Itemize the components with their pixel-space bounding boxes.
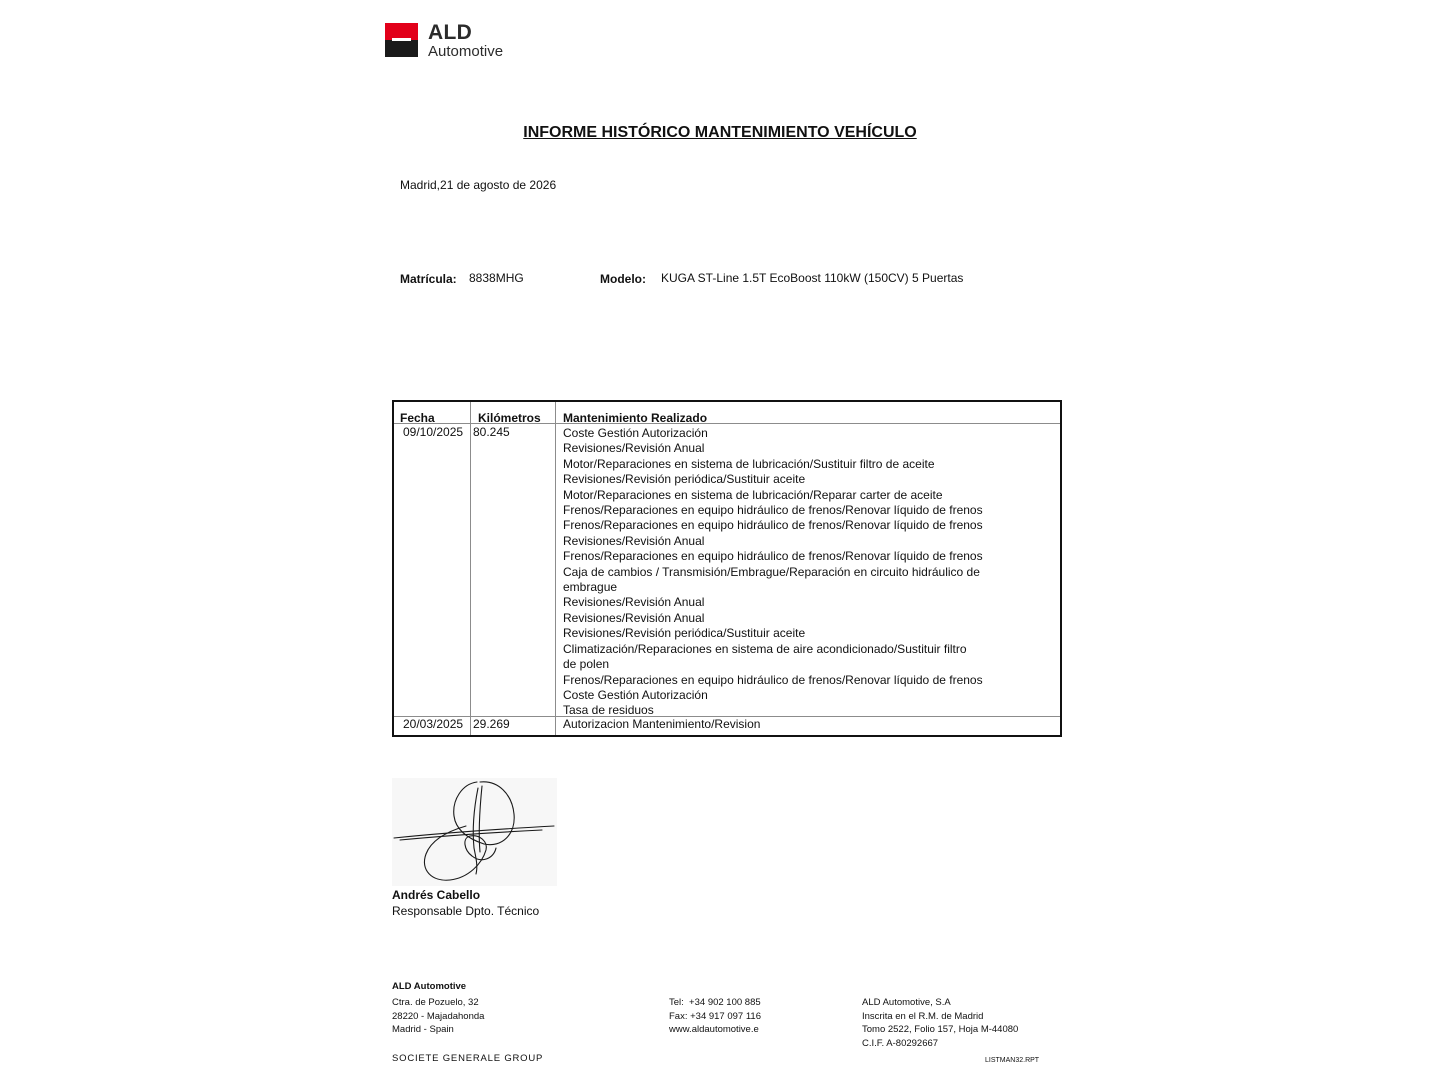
list-item: Motor/Reparaciones en sistema de lubricación/Reparar carter de aceite — [563, 487, 943, 502]
footer-fax: Fax: +34 917 097 116 — [669, 1010, 761, 1022]
list-item: Frenos/Reparaciones en equipo hidráulico de frenos/Renovar líquido de frenos — [563, 549, 983, 564]
footer-address-line: Ctra. de Pozuelo, 32 — [392, 997, 479, 1008]
list-item: Revisiones/Revisión Anual — [563, 533, 705, 548]
list-item: Revisiones/Revisión Anual — [563, 595, 705, 610]
list-item: Frenos/Reparaciones en equipo hidráulico de frenos/Renovar líquido de frenos — [563, 503, 983, 518]
footer-phone: Tel: +34 902 100 885 — [669, 997, 761, 1008]
footer-legal-line: C.I.F. A-80292667 — [862, 1038, 939, 1050]
list-item: Frenos/Reparaciones en equipo hidráulico de frenos/Renovar líquido de frenos — [563, 518, 983, 533]
row-date: 09/10/2025 — [403, 425, 464, 439]
list-item: Revisiones/Revisión Anual — [563, 441, 705, 456]
list-item: Caja de cambios / Transmisión/Embrague/Reparación en circuito hidráulico de embrague — [563, 564, 980, 595]
footer-legal-line: Inscrita en el R.M. de Madrid — [862, 1010, 984, 1022]
list-item: Coste Gestión Autorización — [563, 426, 708, 440]
list-item: Revisiones/Revisión periódica/Sustituir aceite — [563, 626, 806, 641]
list-item: Motor/Reparaciones en sistema de lubricación/Sustituir filtro de aceite — [563, 456, 935, 471]
report-title: INFORME HISTÓRICO MANTENIMIENTO VEHÍCULO — [523, 124, 917, 141]
maintenance-table — [392, 400, 1062, 737]
model-label: Modelo: — [600, 272, 646, 286]
footer-legal — [862, 996, 1018, 1051]
column-header-maintenance: Mantenimiento Realizado — [563, 411, 708, 425]
maintenance-list — [563, 426, 983, 719]
row-km: 80.245 — [473, 425, 510, 439]
logo-text-primary: ALD — [428, 21, 473, 44]
list-item: Revisiones/Revisión Anual — [563, 610, 705, 625]
signer-name: Andrés Cabello — [392, 888, 481, 902]
list-item: Autorizacion Mantenimiento/Revision — [563, 717, 761, 731]
footer-company-name: ALD Automotive — [392, 981, 467, 992]
footer-legal-line: ALD Automotive, S.A — [862, 997, 951, 1008]
logo-text-secondary: Automotive — [428, 43, 504, 60]
list-item: Coste Gestión Autorización — [563, 687, 708, 702]
footer-website: www.aldautomotive.e — [669, 1024, 759, 1036]
footer-doc-code: LISTMAN32.RPT — [985, 1057, 1040, 1064]
plate-label: Matrícula: — [400, 272, 457, 286]
signer-role: Responsable Dpto. Técnico — [392, 904, 540, 918]
footer-group-name: SOCIETE GENERALE GROUP — [392, 1053, 544, 1064]
column-header-km: Kilómetros — [478, 411, 541, 425]
footer-address-line: 28220 - Majadahonda — [392, 1010, 485, 1022]
list-item: Frenos/Reparaciones en equipo hidráulico de frenos/Renovar líquido de frenos — [563, 672, 983, 687]
row-km: 29.269 — [473, 717, 510, 731]
model-value: KUGA ST-Line 1.5T EcoBoost 110kW (150CV) 5 Puertas — [661, 271, 964, 285]
footer-address-line: Madrid - Spain — [392, 1024, 454, 1036]
logo-mark-icon — [385, 23, 418, 57]
list-item: Tasa de residuos — [563, 703, 654, 718]
column-header-date: Fecha — [400, 411, 435, 425]
signature-image — [392, 778, 557, 886]
row-date: 20/03/2025 — [403, 717, 464, 731]
list-item: Climatización/Reparaciones en sistema de aire acondicionado/Sustituir filtro de polen — [563, 641, 967, 672]
list-item: Revisiones/Revisión periódica/Sustituir aceite — [563, 472, 806, 487]
footer-legal-line: Tomo 2522, Folio 157, Hoja M-44080 — [862, 1024, 1019, 1036]
footer-address — [392, 996, 484, 1037]
report-date: Madrid,21 de agosto de 2026 — [400, 178, 557, 192]
footer-contact — [669, 996, 761, 1037]
plate-value: 8838MHG — [469, 271, 524, 285]
table-column-divider — [470, 402, 471, 735]
company-logo — [385, 23, 515, 59]
table-column-divider — [555, 402, 556, 735]
